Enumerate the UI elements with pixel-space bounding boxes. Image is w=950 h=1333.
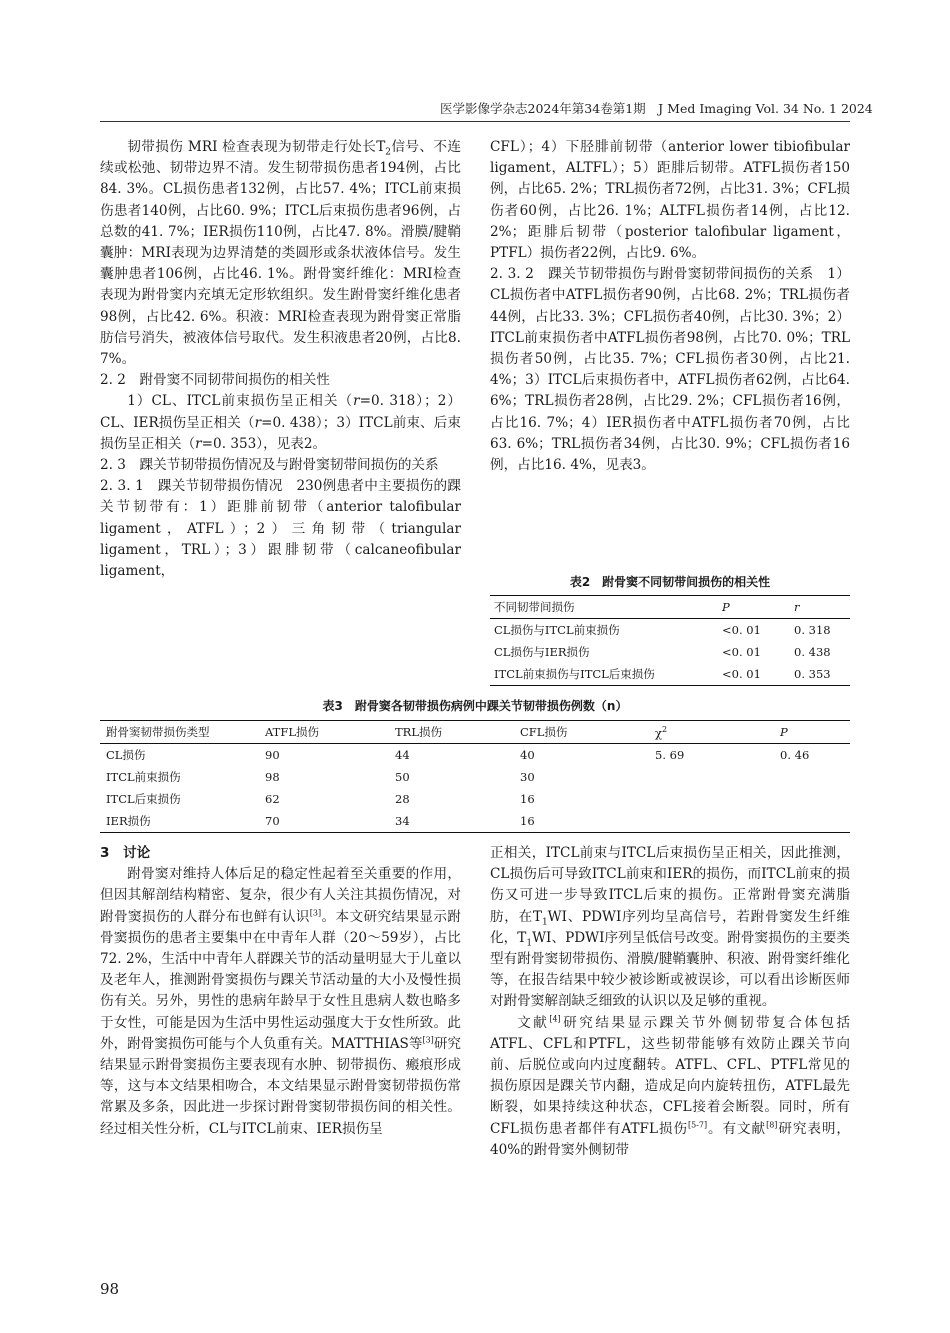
table2-cell: ITCL前束损伤与ITCL后束损伤 <box>494 667 655 681</box>
table-row <box>490 641 850 663</box>
table3-header-trl: TRL损伤 <box>395 725 442 739</box>
discussion-right-column <box>490 843 850 1161</box>
table3-cell: 44 <box>395 748 410 762</box>
table3-cell: 5. 69 <box>655 748 685 762</box>
journal-title-en: J Med Imaging Vol. 34 No. 1 2024 <box>658 101 873 116</box>
discussion-heading: 3 讨论 <box>100 845 151 861</box>
section-2-3-2-paragraph: 2. 3. 2 踝关节韧带损伤与跗骨窦韧带间损伤的关系 1）CL损伤者中ATFL损伤者90例，占比68. 2%；TRL损伤者44例，占比33. 3%；CFL损伤者40例，占比30. 3%；2）ITCL前束损伤者中ATFL损伤者98例，占比70. 0%；TRL损伤者50例，占比35. 7%；CFL损伤者30例，占比21. 4%；3）ITCL后束损伤者中，ATFL损伤者62例，占比64. 6%；TRL损伤者28例，占比29. 2%；CFL损伤者16例，占比16. 7%；4）IER损伤者中ATFL损伤者70例，占比63. 6%；TRL损伤者34例，占比30. 9%；CFL损伤者16例，占比16. 4%，见表3。 <box>490 266 850 474</box>
table3-header-p: P <box>780 725 788 739</box>
table2-cell: <0. 01 <box>722 623 761 637</box>
table2-cell: <0. 01 <box>722 645 761 659</box>
table3-cell <box>780 788 850 810</box>
table-row <box>100 810 850 833</box>
page-number: 98 <box>100 1280 120 1298</box>
header-rule <box>100 121 850 122</box>
table-row <box>100 766 850 788</box>
table3-caption: 表3 跗骨窦各韧带损伤病例中踝关节韧带损伤例数（n） <box>322 699 628 713</box>
table2-cell: 0. 318 <box>794 623 831 637</box>
journal-title-cn: 医学影像学杂志2024年第34卷第1期 <box>440 101 646 116</box>
table3-cell: 40 <box>520 748 535 762</box>
table3-cell <box>780 810 850 833</box>
section-2-3-heading: 2. 3 踝关节韧带损伤情况及与跗骨窦韧带间损伤的关系 <box>100 457 439 474</box>
table3-cell: 34 <box>395 814 410 828</box>
discussion-paragraph-1: 跗骨窦对维持人体后足的稳定性起着至关重要的作用，但因其解剖结构精密、复杂，很少有人关注其损伤情况，对跗骨窦损伤的人群分布也鲜有认识[3]。本文研究结果显示跗骨窦损伤的患者主要集中在中青年人群（20～59岁），占比72. 2%，生活中中青年人群踝关节的活动量明显大于儿童以及老年人，推测跗骨窦损伤与踝关节活动量的大小及慢性损伤有关。另外，男性的患病年龄早于女性且患病人数也略多于女性，可能是因为生活中男性运动强度大于女性所致。此外，跗骨窦损伤可能与个人负重有关。MATTHIAS等[3]研究结果显示跗骨窦损伤主要表现有水肿、韧带损伤、瘢痕形成等，这与本文结果相吻合，本文结果显示跗骨窦韧带损伤常常累及多条，因此进一步探讨跗骨窦韧带损伤间的相关性。经过相关性分析，CL与ITCL前束、IER损伤呈 <box>100 866 462 1137</box>
table2-cell: CL损伤与IER损伤 <box>494 645 590 659</box>
table2-caption: 表2 跗骨窦不同韧带间损伤的相关性 <box>569 575 771 589</box>
table3-cell: 16 <box>520 792 535 806</box>
table2-header-row <box>490 596 850 619</box>
table3-cell: 30 <box>520 770 535 784</box>
table3-cell: IER损伤 <box>106 814 151 828</box>
table3-cell: 16 <box>520 814 535 828</box>
table3-cell <box>655 810 780 833</box>
table3-cell: 98 <box>265 770 280 784</box>
right-column-top <box>490 137 850 476</box>
table3-cell <box>655 788 780 810</box>
table3-cell: CL损伤 <box>106 748 146 762</box>
table3-header-row <box>100 721 850 744</box>
table2-header-pair: 不同韧带间损伤 <box>494 600 575 614</box>
left-column-top <box>100 137 461 582</box>
table3-header-type: 跗骨窦韧带损伤类型 <box>106 725 210 739</box>
table-row <box>100 744 850 767</box>
table3-cell: 50 <box>395 770 410 784</box>
discussion-paragraph-1-cont: 正相关，ITCL前束与ITCL后束损伤呈正相关，因此推测，CL损伤后可导致ITCL前束和IER的损伤，而ITCL前束的损伤又可进一步导致ITCL后束的损伤。正常跗骨窦充满脂肪，在$T_1WI$、PDWI序列均呈高信号，若跗骨窦发生纤维化，$T_1WI$、PDWI序列呈低信号改变。跗骨窦损伤的主要类型有跗骨窦韧带损伤、滑膜/腱鞘囊肿、积液、跗骨窦纤维化等，在报告结果中较少被诊断或被误诊，可以看出诊断医师对跗骨窦解剖缺乏细致的认识以及足够的重视。 <box>490 845 850 1010</box>
section-2-3-1-paragraph: 2. 3. 1 踝关节韧带损伤情况 230例患者中主要损伤的踝关节韧带有：1）距腓前韧带（anterior talofibular ligament，ATFL）；2）三角韧带（triangular ligament，TRL）；3）跟腓韧带（calcaneofibular ligament， <box>100 478 461 580</box>
table2-header-p: P <box>722 600 730 614</box>
ligament-injury-paragraph: 韧带损伤 MRI 检查表现为韧带走行处长$T_2$信号、不连续或松弛、韧带边界不清。发生韧带损伤患者194例，占比84. 3%。CL损伤患者132例，占比57. 4%；ITCL前束损伤患者140例，占比60. 9%；ITCL后束损伤患者96例，占总数的41. 7%；IER损伤110例，占比47. 8%。滑膜/腱鞘囊肿：MRI表现为边界清楚的类圆形或条状液体信号。发生囊肿患者106例，占比46. 1%。跗骨窦纤维化：MRI检查表现为跗骨窦内充填无定形软组织。发生跗骨窦纤维化患者98例，占比42. 6%。积液：MRI检查表现为跗骨窦正常脂肪信号消失，被液体信号取代。发生积液患者20例，占比8. 7%。 <box>100 139 462 368</box>
table3-header-chi: $\chi^2$ <box>655 724 668 740</box>
table-row <box>100 788 850 810</box>
table2-cell: <0. 01 <box>722 667 761 681</box>
discussion-paragraph-2: 文献[4]研究结果显示踝关节外侧韧带复合体包括ATFL、CFL和PTFL，这些韧带能够有效防止踝关节向前、后脱位或向内过度翻转。ATFL、CFL、PTFL常见的损伤原因是踝关节内翻，造成足向内旋转扭伤，ATFL最先断裂，如果持续这种状态，CFL接着会断裂。同时，所有CFL损伤患者都伴有ATFL损伤[5-7]。有文献[8]研究表明，40%的跗骨窦外侧韧带 <box>490 1014 851 1158</box>
table-row <box>490 619 850 642</box>
table3-cell <box>655 766 780 788</box>
table3-header-cfl: CFL损伤 <box>520 725 568 739</box>
table2-cell: 0. 353 <box>794 667 831 681</box>
section-2-2-heading: 2. 2 跗骨窦不同韧带间损伤的相关性 <box>100 372 330 389</box>
table-row <box>490 663 850 686</box>
running-header <box>440 99 873 117</box>
correlation-paragraph: 1）CL、ITCL前束损伤呈正相关（r=0. 318）；2）CL、IER损伤呈正相关（r=0. 438）；3）ITCL前束、后束损伤呈正相关（r=0. 353），见表2。 <box>100 393 461 452</box>
table3-cell: 90 <box>265 748 280 762</box>
table3-cell: 28 <box>395 792 410 806</box>
table3-cell: ITCL后束损伤 <box>106 792 181 806</box>
table3-cell: ITCL前束损伤 <box>106 770 181 784</box>
table2-cell: CL损伤与ITCL前束损伤 <box>494 623 620 637</box>
table3-cell: 0. 46 <box>780 748 810 762</box>
table2-header-r: r <box>794 600 800 614</box>
table2 <box>490 595 850 686</box>
table3-cell: 70 <box>265 814 280 828</box>
table3-cell <box>780 766 850 788</box>
table3 <box>100 720 850 833</box>
discussion-left-column <box>100 843 461 1140</box>
ligament-list-paragraph: CFL）；4）下胫腓前韧带（anterior lower tibiofibular ligament，ALTFL）；5）距腓后韧带。ATFL损伤者150例，占比65. 2%；TRL损伤者72例，占比31. 3%；CFL损伤者60例，占比26. 1%；ALTFL损伤者14例，占比12. 2%；距腓后韧带（posterior talofibular ligament，PTFL）损伤者22例，占比9. 6%。 <box>490 139 850 262</box>
table3-header-atfl: ATFL损伤 <box>265 725 319 739</box>
table2-cell: 0. 438 <box>794 645 831 659</box>
table3-cell: 62 <box>265 792 280 806</box>
